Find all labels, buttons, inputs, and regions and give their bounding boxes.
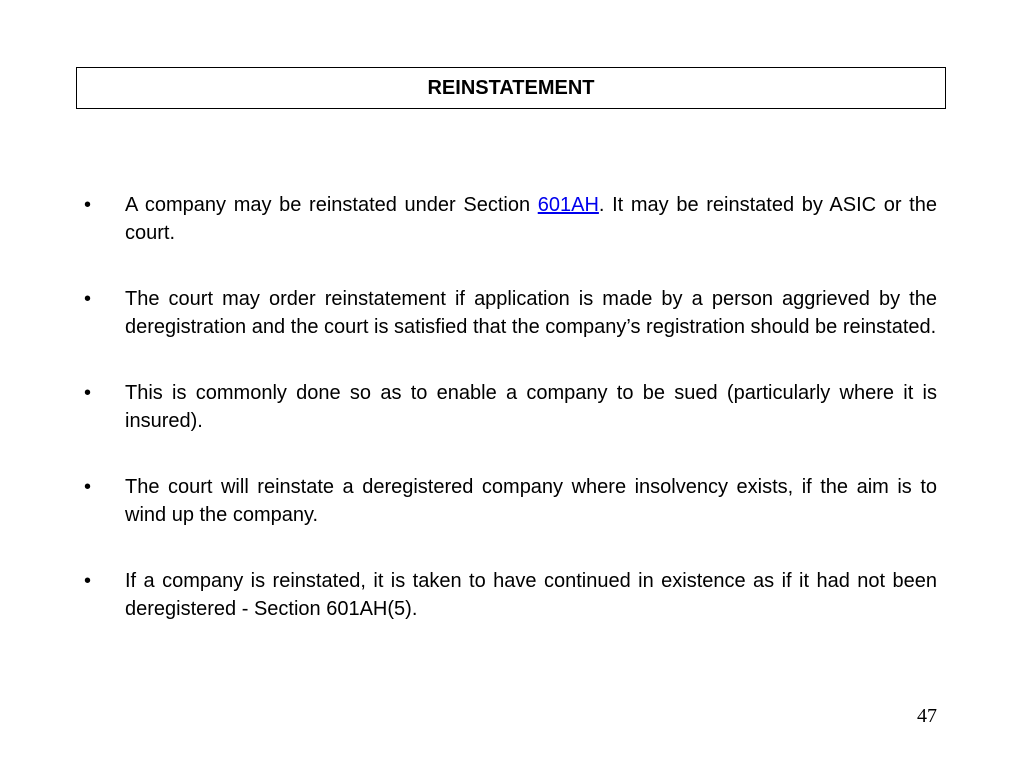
bullet-text-suffix: . It may be reinstated by ASIC or the court.	[125, 194, 937, 244]
bullet-text: The court may order reinstatement if application is made by a person aggrieved by the deregistration and the court is satisfied that the company’s registration should be reinstated.	[125, 288, 937, 338]
bullet-marker: •	[84, 194, 92, 216]
bullet-text: This is commonly done so as to enable a company to be sued (particularly where it is insured).	[125, 382, 937, 432]
bullet-item-2	[84, 285, 937, 341]
page-number: 47	[917, 705, 937, 727]
bullet-marker: •	[84, 570, 92, 592]
bullet-marker: •	[84, 288, 92, 310]
bullet-text-prefix: A company may be reinstated under Section	[125, 194, 538, 216]
section-601ah-link[interactable]: 601AH	[537, 194, 599, 216]
bullet-item-3	[84, 379, 937, 435]
title-box	[76, 67, 946, 109]
slide-title: REINSTATEMENT	[427, 76, 595, 99]
bullet-text: If a company is reinstated, it is taken to have continued in existence as if it had not been deregistered - Section 601AH(5).	[125, 570, 937, 620]
bullet-list	[84, 191, 937, 661]
bullet-text: The court will reinstate a deregistered company where insolvency exists, if the aim is to wind up the company.	[125, 476, 937, 526]
bullet-marker: •	[84, 476, 92, 498]
bullet-item-4	[84, 473, 937, 529]
bullet-item-5	[84, 567, 937, 623]
bullet-marker: •	[84, 382, 92, 404]
bullet-item-1	[84, 191, 937, 247]
